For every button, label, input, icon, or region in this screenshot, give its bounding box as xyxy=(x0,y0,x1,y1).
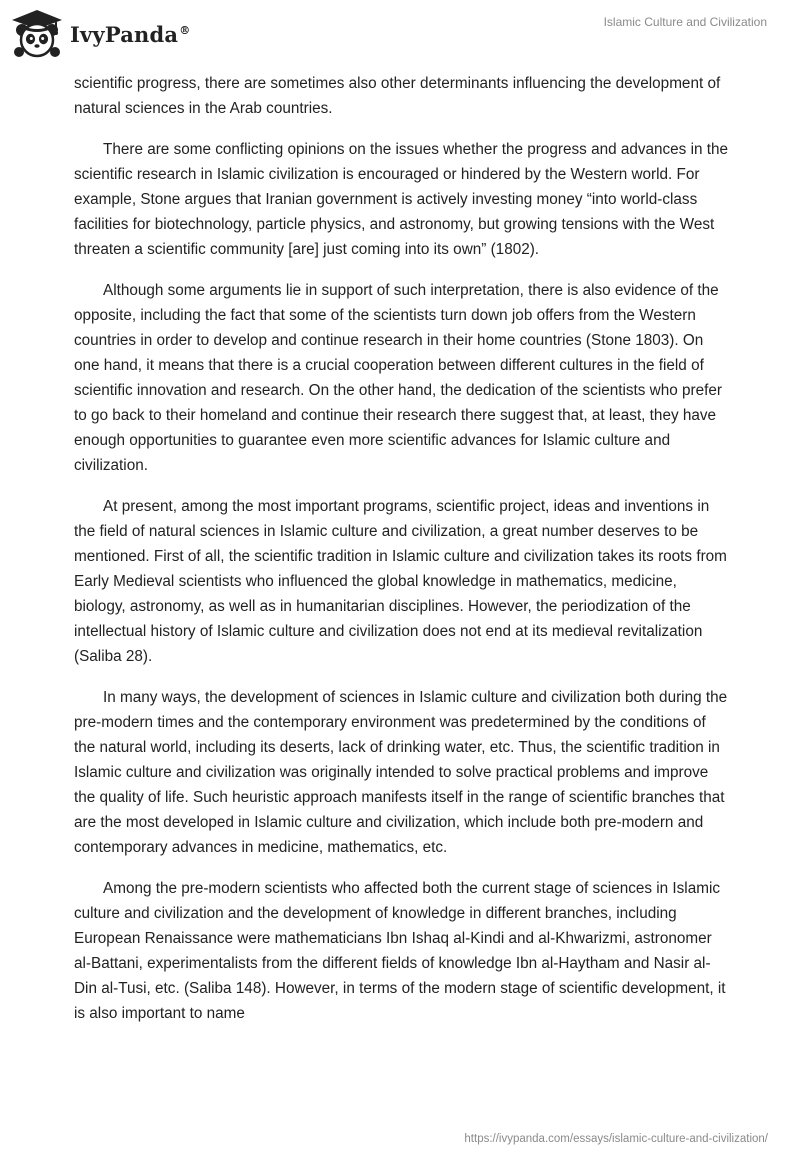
brand-label: IvyPanda xyxy=(70,21,179,47)
essay-body xyxy=(74,71,728,1042)
paragraph: scientific progress, there are sometimes also other determinants influencing the development of natural sciences in the Arab countries. xyxy=(74,75,721,117)
source-url[interactable]: https://ivypanda.com/essays/islamic-culture-and-civilization/ xyxy=(464,1133,768,1145)
paragraph: At present, among the most important programs, scientific project, ideas and inventions in the field of natural sciences in Islamic culture and civilization, a great number deserves to be mentioned. First of all, the scientific tradition in Islamic culture and civilization takes its roots from Early Medieval scientists who influenced the global knowledge in mathematics, medicine, biology, astronomy, as well as in humanitarian disciplines. However, the periodization of the intellectual history of Islamic culture and civilization does not end at its medieval revitalization (Saliba 28). xyxy=(74,498,727,665)
panda-graduate-icon xyxy=(10,8,64,60)
paragraph: Among the pre-modern scientists who affected both the current stage of sciences in Islamic culture and civilization and the development of knowledge in different branches, including European Renaissance were mathematicians Ibn Ishaq al-Kindi and al-Khwarizmi, astronomer al-Battani, experimentalists from the different fields of knowledge Ibn al-Haytham and Nasir al-Din al-Tusi, etc. (Saliba 148). However, in terms of the modern stage of scientific development, it is also important to name xyxy=(74,880,726,1022)
paragraph: In many ways, the development of sciences in Islamic culture and civilization both during the pre-modern times and the contemporary environment was predetermined by the conditions of the natural world, including its deserts, lack of drinking water, etc. Thus, the scientific tradition in Islamic culture and civilization was originally intended to solve practical problems and improve the quality of life. Such heuristic approach manifests itself in the range of scientific branches that are the most developed in Islamic culture and civilization, which include both pre-modern and contemporary advances in medicine, mathematics, etc. xyxy=(74,689,728,856)
page-header xyxy=(0,0,800,70)
registered-mark: ® xyxy=(179,23,191,37)
document-title: Islamic Culture and Civilization xyxy=(603,15,767,29)
paragraph: Although some arguments lie in support of such interpretation, there is also evidence of the opposite, including the fact that some of the scientists turn down job offers from the Western countries in order to develop and continue research in their home countries (Stone 1803). On one hand, it means that there is a crucial cooperation between different cultures in the field of scientific innovation and research. On the other hand, the dedication of the scientists who prefer to go back to their homeland and continue their research there suggest that, at least, they have enough opportunities to guarantee even more scientific advances for Islamic culture and civilization. xyxy=(74,282,722,474)
brand-name xyxy=(70,22,190,47)
ivypanda-logo[interactable] xyxy=(10,8,190,60)
paragraph: There are some conflicting opinions on the issues whether the progress and advances in the scientific research in Islamic civilization is encouraged or hindered by the Western world. For example, Stone argues that Iranian government is actively investing money “into world-class facilities for biotechnology, particle physics, and astronomy, but growing tensions with the West threaten a scientific community [are] just coming into its own” (1802). xyxy=(74,141,728,258)
